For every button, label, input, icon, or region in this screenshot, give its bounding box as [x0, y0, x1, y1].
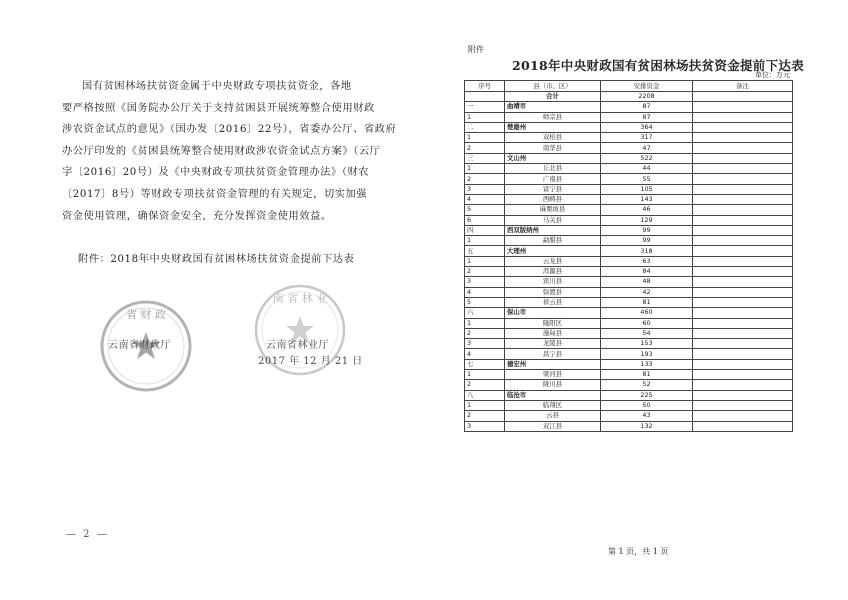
paragraph-line: 要严格按照《国务院办公厅关于支持贫困县开展统筹整合使用财政	[62, 102, 375, 114]
left-page	[0, 0, 420, 600]
remark-cell	[693, 92, 793, 102]
region-name-cell: 丘北县	[505, 164, 601, 174]
region-name-cell: 洱源县	[505, 267, 601, 277]
region-name-cell: 梁河县	[505, 370, 601, 380]
table-row	[465, 339, 793, 349]
remark-cell	[693, 421, 793, 431]
row-number-cell: 3	[465, 277, 505, 287]
table-row	[465, 421, 793, 431]
row-number-cell: 1	[465, 236, 505, 246]
region-name-cell: 宾川县	[505, 277, 601, 287]
table-row	[465, 287, 793, 297]
remark-cell	[693, 184, 793, 194]
table-row	[465, 225, 793, 235]
table-row	[465, 215, 793, 225]
amount-cell: 153	[601, 339, 693, 349]
amount-cell: 522	[601, 153, 693, 163]
table-row	[465, 390, 793, 400]
header-cell: 安排资金	[601, 81, 693, 92]
table-row	[465, 318, 793, 328]
remark-cell	[693, 164, 793, 174]
amount-cell: 43	[601, 411, 693, 421]
attachment-note: 附件：2018年中央财政国有贫困林场扶贫资金提前下达表	[78, 254, 355, 265]
table-row	[465, 246, 793, 256]
row-number-cell: 1	[465, 370, 505, 380]
region-name-cell: 楚雄州	[505, 122, 601, 132]
remark-cell	[693, 297, 793, 307]
row-number-cell: 八	[465, 390, 505, 400]
remark-cell	[693, 236, 793, 246]
amount-cell: 317	[601, 133, 693, 143]
remark-cell	[693, 370, 793, 380]
remark-cell	[693, 318, 793, 328]
table-header-row	[465, 81, 793, 92]
region-name-cell: 昌宁县	[505, 349, 601, 359]
paragraph-line: 国有贫困林场扶贫资金属于中央财政专项扶贫资金，各地	[82, 81, 352, 92]
table-row	[465, 297, 793, 307]
svg-text:省 财 政: 省 财 政	[126, 308, 166, 321]
remark-cell	[693, 308, 793, 318]
table-row	[465, 112, 793, 122]
row-number-cell: 6	[465, 215, 505, 225]
row-number-cell: 1	[465, 112, 505, 122]
table-row	[465, 92, 793, 102]
remark-cell	[693, 411, 793, 421]
amount-cell: 364	[601, 122, 693, 132]
seal-label-forestry: 云南省林业厅	[266, 340, 329, 351]
allocation-table	[464, 80, 793, 432]
row-number-cell: 5	[465, 205, 505, 215]
header-cell: 县（市、区）	[505, 81, 601, 92]
table-row	[465, 174, 793, 184]
amount-cell: 133	[601, 359, 693, 369]
amount-cell: 99	[601, 225, 693, 235]
region-name-cell: 西双版纳州	[505, 225, 601, 235]
region-name-cell: 富宁县	[505, 184, 601, 194]
amount-cell: 42	[601, 287, 693, 297]
row-number-cell: 1	[465, 256, 505, 266]
table-row	[465, 277, 793, 287]
table-row	[465, 184, 793, 194]
amount-cell: 81	[601, 297, 693, 307]
remark-cell	[693, 205, 793, 215]
row-number-cell: 2	[465, 267, 505, 277]
body-paragraph	[62, 76, 397, 227]
amount-cell: 81	[601, 370, 693, 380]
table-row	[465, 349, 793, 359]
table-row	[465, 370, 793, 380]
remark-cell	[693, 380, 793, 390]
region-name-cell: 云县	[505, 411, 601, 421]
amount-cell: 48	[601, 277, 693, 287]
amount-cell: 55	[601, 174, 693, 184]
header-cell: 备注	[693, 81, 793, 92]
amount-cell: 460	[601, 308, 693, 318]
region-name-cell: 双江县	[505, 421, 601, 431]
region-name-cell: 曲靖市	[505, 102, 601, 112]
remark-cell	[693, 246, 793, 256]
region-name-cell: 德宏州	[505, 359, 601, 369]
region-name-cell: 合计	[505, 92, 601, 102]
remark-cell	[693, 153, 793, 163]
amount-cell: 87	[601, 112, 693, 122]
region-name-cell: 临沧市	[505, 390, 601, 400]
paragraph-line: 办公厅印发的《贫困县统筹整合使用财政涉农资金试点方案》（云厅	[62, 145, 381, 157]
row-number-cell: 2	[465, 380, 505, 390]
svg-text:南 省 林 业: 南 省 林 业	[272, 292, 328, 305]
region-name-cell: 文山州	[505, 153, 601, 163]
row-number-cell: 2	[465, 411, 505, 421]
paragraph-line: 字〔2016〕20号）及《中央财政专项扶贫资金管理办法》（财农	[62, 167, 370, 179]
remark-cell	[693, 390, 793, 400]
paragraph-line: 资金使用管理，确保资金安全，充分发挥资金使用效益。	[62, 210, 332, 222]
row-number-cell: 三	[465, 153, 505, 163]
row-number-cell: 4	[465, 287, 505, 297]
header-cell: 序号	[465, 81, 505, 92]
region-name-cell: 广南县	[505, 174, 601, 184]
amount-cell: 63	[601, 256, 693, 266]
region-name-cell: 保山市	[505, 308, 601, 318]
row-number-cell: 1	[465, 133, 505, 143]
region-name-cell: 马关县	[505, 215, 601, 225]
amount-cell: 44	[601, 164, 693, 174]
amount-cell: 87	[601, 102, 693, 112]
amount-cell: 54	[601, 328, 693, 338]
table-row	[465, 308, 793, 318]
paragraph-line: 涉农资金试点的意见》（国办发〔2016〕22号），省委办公厅、省政府	[62, 124, 397, 136]
row-number-cell: 1	[465, 400, 505, 410]
amount-cell: 143	[601, 194, 693, 204]
table-row	[465, 236, 793, 246]
table-row	[465, 194, 793, 204]
region-name-cell: 西畴县	[505, 194, 601, 204]
amount-cell: 50	[601, 400, 693, 410]
remark-cell	[693, 122, 793, 132]
region-name-cell: 隆阳区	[505, 318, 601, 328]
amount-cell: 52	[601, 380, 693, 390]
region-name-cell: 弥渡县	[505, 287, 601, 297]
row-number-cell: 四	[465, 225, 505, 235]
row-number-cell: 3	[465, 421, 505, 431]
remark-cell	[693, 349, 793, 359]
row-number-cell: 二	[465, 122, 505, 132]
table-row	[465, 205, 793, 215]
region-name-cell: 祥云县	[505, 297, 601, 307]
row-number-cell: 五	[465, 246, 505, 256]
remark-cell	[693, 102, 793, 112]
row-number-cell: 2	[465, 143, 505, 153]
region-name-cell: 施甸县	[505, 328, 601, 338]
amount-cell: 105	[601, 184, 693, 194]
row-number-cell: 3	[465, 184, 505, 194]
table-row	[465, 153, 793, 163]
region-name-cell: 云龙县	[505, 256, 601, 266]
row-number-cell: 1	[465, 318, 505, 328]
table-row	[465, 359, 793, 369]
remark-cell	[693, 215, 793, 225]
remark-cell	[693, 112, 793, 122]
amount-cell: 2208	[601, 92, 693, 102]
row-number-cell	[465, 92, 505, 102]
remark-cell	[693, 194, 793, 204]
region-name-cell: 师宗县	[505, 112, 601, 122]
remark-cell	[693, 287, 793, 297]
amount-cell: 318	[601, 246, 693, 256]
remark-cell	[693, 400, 793, 410]
right-page	[430, 0, 848, 600]
amount-cell: 84	[601, 267, 693, 277]
amount-cell: 47	[601, 143, 693, 153]
page-number: — 2 —	[66, 529, 109, 540]
issue-date: 2017 年 12 月 21 日	[258, 356, 363, 367]
amount-cell: 99	[601, 236, 693, 246]
amount-cell: 193	[601, 349, 693, 359]
table-row	[465, 328, 793, 338]
row-number-cell: 六	[465, 308, 505, 318]
row-number-cell: 4	[465, 349, 505, 359]
table-row	[465, 122, 793, 132]
paragraph-line: 〔2017〕8号）等财政专项扶贫资金管理的有关规定，切实加强	[62, 188, 368, 200]
remark-cell	[693, 256, 793, 266]
table-row	[465, 164, 793, 174]
table-row	[465, 380, 793, 390]
table-row	[465, 411, 793, 421]
table-row	[465, 256, 793, 266]
attachment-label: 附件	[468, 45, 484, 54]
row-number-cell: 2	[465, 174, 505, 184]
row-number-cell: 一	[465, 102, 505, 112]
region-name-cell: 临翔区	[505, 400, 601, 410]
seal-label-finance: 云南省财政厅	[108, 340, 171, 351]
row-number-cell: 4	[465, 194, 505, 204]
remark-cell	[693, 277, 793, 287]
remark-cell	[693, 225, 793, 235]
remark-cell	[693, 328, 793, 338]
table-row	[465, 143, 793, 153]
region-name-cell: 双柏县	[505, 133, 601, 143]
region-name-cell: 麻栗坡县	[505, 205, 601, 215]
region-name-cell: 大理州	[505, 246, 601, 256]
row-number-cell: 2	[465, 328, 505, 338]
row-number-cell: 1	[465, 164, 505, 174]
amount-cell: 46	[601, 205, 693, 215]
amount-cell: 132	[601, 421, 693, 431]
amount-cell: 129	[601, 215, 693, 225]
row-number-cell: 5	[465, 297, 505, 307]
amount-cell: 60	[601, 318, 693, 328]
row-number-cell: 七	[465, 359, 505, 369]
region-name-cell: 南华县	[505, 143, 601, 153]
remark-cell	[693, 339, 793, 349]
remark-cell	[693, 174, 793, 184]
region-name-cell: 勐腊县	[505, 236, 601, 246]
remark-cell	[693, 133, 793, 143]
table-row	[465, 267, 793, 277]
region-name-cell: 陇川县	[505, 380, 601, 390]
unit-label: 单位：万元	[755, 71, 790, 79]
remark-cell	[693, 267, 793, 277]
table-row	[465, 133, 793, 143]
region-name-cell: 龙陵县	[505, 339, 601, 349]
row-number-cell: 3	[465, 339, 505, 349]
amount-cell: 225	[601, 390, 693, 400]
remark-cell	[693, 359, 793, 369]
page-footer: 第 1 页，共 1 页	[608, 547, 669, 556]
remark-cell	[693, 143, 793, 153]
table-row	[465, 102, 793, 112]
table-row	[465, 400, 793, 410]
table-title: 2018年中央财政国有贫困林场扶贫资金提前下达表	[512, 58, 804, 73]
